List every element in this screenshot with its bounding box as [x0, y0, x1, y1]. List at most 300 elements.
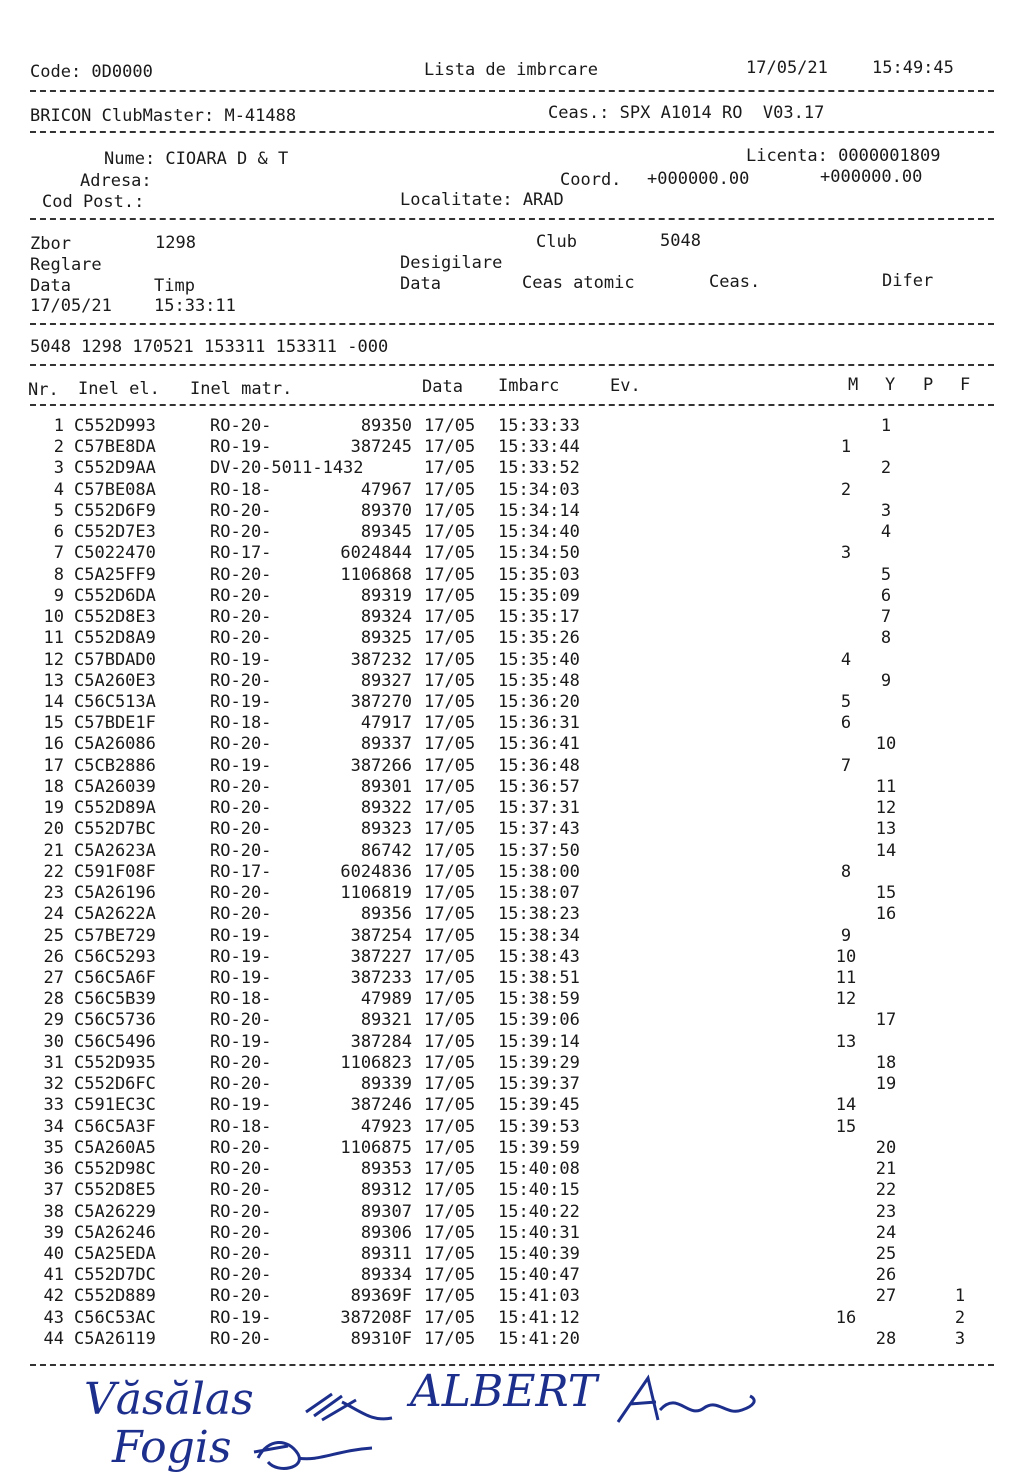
row-number: 16	[43, 734, 64, 754]
arrival-time: 15:35:26	[498, 628, 580, 648]
electronic-ring: C57BDAD0	[74, 650, 156, 670]
arrival-date: 17/05	[424, 1074, 476, 1094]
score-y: 12	[875, 798, 897, 818]
row-number: 12	[43, 650, 64, 670]
ring-prefix: RO-20-	[210, 501, 272, 521]
arrival-date: 17/05	[424, 628, 476, 648]
ring-prefix: RO-19-	[210, 1095, 272, 1115]
electronic-ring: C56C5496	[74, 1032, 156, 1052]
ring-prefix: RO-19-	[210, 1032, 272, 1052]
score-m: 3	[840, 543, 852, 563]
score-f: 2	[954, 1308, 966, 1328]
arrival-time: 15:33:33	[498, 416, 580, 436]
score-m: 15	[835, 1117, 857, 1137]
score-y: 13	[875, 819, 897, 839]
row-number: 29	[43, 1010, 64, 1030]
electronic-ring: C56C513A	[74, 692, 156, 712]
difference-label: Difer	[882, 271, 934, 291]
electronic-ring: C552D993	[74, 416, 156, 436]
ring-prefix: RO-20-	[210, 1244, 272, 1264]
row-number: 4	[53, 480, 64, 500]
electronic-ring: C5A26196	[74, 883, 156, 903]
electronic-ring: C57BE08A	[74, 480, 156, 500]
row-number: 39	[43, 1223, 64, 1243]
arrival-date: 17/05	[424, 1117, 476, 1137]
electronic-ring: C552D6F9	[74, 501, 156, 521]
row-number: 14	[43, 692, 64, 712]
score-y: 21	[875, 1159, 897, 1179]
arrival-time: 15:39:53	[498, 1117, 580, 1137]
ring-prefix: RO-20-	[210, 1223, 272, 1243]
ring-number: 89322	[360, 798, 412, 818]
ring-number: 89325	[360, 628, 412, 648]
arrival-date: 17/05	[424, 586, 476, 606]
row-number: 6	[53, 522, 64, 542]
electronic-ring: C552D7E3	[74, 522, 156, 542]
score-m: 14	[835, 1095, 857, 1115]
row-number: 17	[43, 756, 64, 776]
ring-number: 89307	[360, 1202, 412, 1222]
electronic-ring: C552D889	[74, 1286, 156, 1306]
col-imbarc: Imbarc	[498, 376, 560, 396]
row-number: 44	[43, 1329, 64, 1349]
row-number: 11	[43, 628, 64, 648]
row-number: 41	[43, 1265, 64, 1285]
ring-prefix: RO-18-	[210, 1117, 272, 1137]
arrival-time: 15:34:14	[498, 501, 580, 521]
ring-number: 89370	[360, 501, 412, 521]
ring-number: 89327	[360, 671, 412, 691]
ring-prefix: RO-20-	[210, 1074, 272, 1094]
row-number: 24	[43, 904, 64, 924]
col-inel-matr: Inel matr.	[190, 379, 293, 399]
data-label-2: Data	[400, 274, 441, 294]
score-y: 15	[875, 883, 897, 903]
electronic-ring: C591F08F	[74, 862, 156, 882]
ring-number: 47989	[360, 989, 412, 1009]
electronic-ring: C56C5293	[74, 947, 156, 967]
set-date: 17/05/21	[30, 296, 112, 316]
score-m: 1	[840, 437, 852, 457]
arrival-time: 15:34:03	[498, 480, 580, 500]
ring-prefix: RO-20-	[210, 671, 272, 691]
score-y: 8	[880, 628, 892, 648]
ring-number: 89339	[360, 1074, 412, 1094]
arrival-date: 17/05	[424, 1095, 476, 1115]
arrival-date: 17/05	[424, 713, 476, 733]
ring-number: 89324	[360, 607, 412, 627]
coord-value-2: +000000.00	[820, 167, 923, 187]
electronic-ring: C591EC3C	[74, 1095, 156, 1115]
score-y: 25	[875, 1244, 897, 1264]
handwritten-name-3: Fogis	[112, 1422, 232, 1473]
row-number: 43	[43, 1308, 64, 1328]
ring-prefix: RO-20-	[210, 904, 272, 924]
ring-prefix: RO-18-	[210, 480, 272, 500]
score-m: 8	[840, 862, 852, 882]
ring-number: 1106819	[340, 883, 412, 903]
electronic-ring: C56C5A3F	[74, 1117, 156, 1137]
ring-prefix: RO-18-	[210, 989, 272, 1009]
arrival-time: 15:37:50	[498, 841, 580, 861]
row-number: 35	[43, 1138, 64, 1158]
arrival-date: 17/05	[424, 1180, 476, 1200]
score-y: 14	[875, 841, 897, 861]
col-p: P	[923, 375, 934, 395]
arrival-time: 15:40:39	[498, 1244, 580, 1264]
postal-code-label: Cod Post.:	[42, 192, 145, 212]
ring-prefix: RO-20-	[210, 416, 272, 436]
device-info: BRICON ClubMaster: M-41488	[30, 106, 297, 126]
row-number: 5	[53, 501, 64, 521]
arrival-time: 15:40:08	[498, 1159, 580, 1179]
arrival-date: 17/05	[424, 862, 476, 882]
club-number: 5048	[660, 231, 701, 251]
arrival-date: 17/05	[424, 607, 476, 627]
arrival-time: 15:41:12	[498, 1308, 580, 1328]
arrival-time: 15:36:20	[498, 692, 580, 712]
score-f: 1	[954, 1286, 966, 1306]
row-number: 30	[43, 1032, 64, 1052]
ring-prefix: RO-20-	[210, 1159, 272, 1179]
score-y: 24	[875, 1223, 897, 1243]
arrival-time: 15:40:47	[498, 1265, 580, 1285]
ring-prefix: RO-20-	[210, 1053, 272, 1073]
license-number: Licenta: 0000001809	[746, 146, 941, 166]
electronic-ring: C5A26119	[74, 1329, 156, 1349]
score-m: 6	[840, 713, 852, 733]
arrival-time: 15:39:06	[498, 1010, 580, 1030]
separator	[30, 90, 994, 92]
arrival-date: 17/05	[424, 1308, 476, 1328]
arrival-time: 15:38:43	[498, 947, 580, 967]
arrival-time: 15:37:43	[498, 819, 580, 839]
score-y: 26	[875, 1265, 897, 1285]
electronic-ring: C5A2622A	[74, 904, 156, 924]
desigilare-label: Desigilare	[400, 253, 503, 273]
ring-prefix: RO-20-	[210, 1138, 272, 1158]
arrival-date: 17/05	[424, 650, 476, 670]
arrival-time: 15:33:44	[498, 437, 580, 457]
electronic-ring: C5A25FF9	[74, 565, 156, 585]
arrival-date: 17/05	[424, 968, 476, 988]
ring-prefix: RO-19-	[210, 756, 272, 776]
score-m: 13	[835, 1032, 857, 1052]
arrival-date: 17/05	[424, 989, 476, 1009]
arrival-date: 17/05	[424, 437, 476, 457]
score-y: 11	[875, 777, 897, 797]
atomic-clock-label: Ceas atomic	[522, 273, 635, 293]
ring-prefix: RO-19-	[210, 968, 272, 988]
score-y: 2	[880, 458, 892, 478]
ring-number: 89350	[360, 416, 412, 436]
ring-number: 89301	[360, 777, 412, 797]
electronic-ring: C56C5736	[74, 1010, 156, 1030]
arrival-date: 17/05	[424, 1329, 476, 1349]
ring-number: 387266	[350, 756, 412, 776]
score-m: 2	[840, 480, 852, 500]
ring-number: 89321	[360, 1010, 412, 1030]
arrival-time: 15:39:59	[498, 1138, 580, 1158]
arrival-time: 15:38:00	[498, 862, 580, 882]
row-number: 1	[53, 416, 64, 436]
ring-number: 387232	[350, 650, 412, 670]
arrival-time: 15:35:40	[498, 650, 580, 670]
electronic-ring: C552D6DA	[74, 586, 156, 606]
ring-prefix: RO-20-	[210, 883, 272, 903]
arrival-time: 15:36:48	[498, 756, 580, 776]
handwritten-name-1: Văsălas	[84, 1374, 254, 1425]
handwritten-initials	[248, 1428, 378, 1478]
ring-prefix: RO-20-	[210, 1202, 272, 1222]
ring-prefix: RO-18-	[210, 713, 272, 733]
row-number: 23	[43, 883, 64, 903]
col-y: Y	[885, 375, 896, 395]
ring-number: 387233	[350, 968, 412, 988]
arrival-time: 15:34:40	[498, 522, 580, 542]
arrival-date: 17/05	[424, 1010, 476, 1030]
electronic-ring: C5A26246	[74, 1223, 156, 1243]
row-number: 20	[43, 819, 64, 839]
score-y: 22	[875, 1180, 897, 1200]
ring-prefix: RO-20-	[210, 1010, 272, 1030]
electronic-ring: C5A260A5	[74, 1138, 156, 1158]
row-number: 34	[43, 1117, 64, 1137]
electronic-ring: C5A25EDA	[74, 1244, 156, 1264]
arrival-date: 17/05	[424, 777, 476, 797]
arrival-date: 17/05	[424, 1202, 476, 1222]
electronic-ring: C552D935	[74, 1053, 156, 1073]
row-number: 8	[53, 565, 64, 585]
ring-prefix: RO-19-	[210, 650, 272, 670]
separator	[30, 364, 994, 366]
col-f: F	[960, 375, 971, 395]
ring-prefix: RO-20-	[210, 1180, 272, 1200]
arrival-time: 15:40:31	[498, 1223, 580, 1243]
flight-code-line: 5048 1298 170521 153311 153311 -000	[30, 337, 389, 357]
row-number: 36	[43, 1159, 64, 1179]
arrival-date: 17/05	[424, 883, 476, 903]
score-y: 5	[880, 565, 892, 585]
ring-prefix: RO-20-	[210, 607, 272, 627]
separator	[30, 131, 994, 133]
ring-number: 89310F	[350, 1329, 412, 1349]
arrival-time: 15:36:57	[498, 777, 580, 797]
ring-prefix: RO-20-	[210, 1265, 272, 1285]
ring-prefix: RO-20-	[210, 841, 272, 861]
score-m: 9	[840, 926, 852, 946]
arrival-date: 17/05	[424, 926, 476, 946]
arrival-date: 17/05	[424, 543, 476, 563]
arrival-date: 17/05	[424, 501, 476, 521]
arrival-date: 17/05	[424, 480, 476, 500]
arrival-date: 17/05	[424, 1159, 476, 1179]
arrival-time: 15:35:48	[498, 671, 580, 691]
arrival-date: 17/05	[424, 671, 476, 691]
electronic-ring: C56C53AC	[74, 1308, 156, 1328]
electronic-ring: C552D8E5	[74, 1180, 156, 1200]
ring-number: 89356	[360, 904, 412, 924]
ring-number: 89345	[360, 522, 412, 542]
row-number: 27	[43, 968, 64, 988]
row-number: 15	[43, 713, 64, 733]
ring-number: 47917	[360, 713, 412, 733]
coord-label: Coord.	[560, 170, 622, 190]
ring-number: 89337	[360, 734, 412, 754]
arrival-date: 17/05	[424, 947, 476, 967]
arrival-time: 15:39:37	[498, 1074, 580, 1094]
arrival-time: 15:35:09	[498, 586, 580, 606]
arrival-date: 17/05	[424, 1053, 476, 1073]
arrival-date: 17/05	[424, 798, 476, 818]
arrival-time: 15:41:20	[498, 1329, 580, 1349]
electronic-ring: C5A26229	[74, 1202, 156, 1222]
ring-number: 89319	[360, 586, 412, 606]
col-nr: Nr.	[28, 380, 59, 400]
ring-number: 89311	[360, 1244, 412, 1264]
score-m: 12	[835, 989, 857, 1009]
ring-prefix: RO-20-	[210, 734, 272, 754]
ring-prefix: RO-17-	[210, 862, 272, 882]
row-number: 13	[43, 671, 64, 691]
score-y: 16	[875, 904, 897, 924]
score-y: 18	[875, 1053, 897, 1073]
electronic-ring: C56C5A6F	[74, 968, 156, 988]
score-y: 28	[875, 1329, 897, 1349]
ring-number: 89312	[360, 1180, 412, 1200]
code-label: Code: 0D0000	[30, 62, 153, 82]
electronic-ring: C552D7DC	[74, 1265, 156, 1285]
ring-number: 89334	[360, 1265, 412, 1285]
electronic-ring: C5A26086	[74, 734, 156, 754]
ring-number: 387246	[350, 1095, 412, 1115]
arrival-date: 17/05	[424, 1286, 476, 1306]
flight-label: Zbor	[30, 234, 71, 254]
row-number: 2	[53, 437, 64, 457]
clock-info: Ceas.: SPX A1014 RO V03.17	[548, 103, 825, 123]
arrival-date: 17/05	[424, 756, 476, 776]
col-m: M	[848, 375, 859, 395]
electronic-ring: C552D8A9	[74, 628, 156, 648]
document-title: Lista de imbrcare	[424, 60, 598, 80]
arrival-time: 15:39:29	[498, 1053, 580, 1073]
reglare-label: Reglare	[30, 255, 102, 275]
row-number: 31	[43, 1053, 64, 1073]
row-number: 32	[43, 1074, 64, 1094]
coord-value-1: +000000.00	[647, 169, 750, 189]
ring-number: 387254	[350, 926, 412, 946]
arrival-date: 17/05	[424, 565, 476, 585]
arrival-time: 15:40:15	[498, 1180, 580, 1200]
ring-prefix: RO-19-	[210, 1308, 272, 1328]
col-data: Data	[422, 377, 463, 397]
score-y: 7	[880, 607, 892, 627]
ring-prefix: RO-20-	[210, 628, 272, 648]
arrival-date: 17/05	[424, 734, 476, 754]
score-y: 20	[875, 1138, 897, 1158]
row-number: 3	[53, 458, 64, 478]
ring-number: 387270	[350, 692, 412, 712]
score-m: 7	[840, 756, 852, 776]
score-f: 3	[954, 1329, 966, 1349]
electronic-ring: C552D7BC	[74, 819, 156, 839]
arrival-date: 17/05	[424, 1138, 476, 1158]
row-number: 37	[43, 1180, 64, 1200]
ring-prefix: DV-20-5011-1432	[210, 458, 364, 478]
arrival-date: 17/05	[424, 841, 476, 861]
ring-prefix: RO-20-	[210, 777, 272, 797]
row-number: 19	[43, 798, 64, 818]
electronic-ring: C5A2623A	[74, 841, 156, 861]
row-number: 22	[43, 862, 64, 882]
ring-prefix: RO-20-	[210, 819, 272, 839]
ring-prefix: RO-20-	[210, 565, 272, 585]
data-label: Data	[30, 276, 71, 296]
arrival-time: 15:38:23	[498, 904, 580, 924]
arrival-date: 17/05	[424, 904, 476, 924]
handwritten-signature	[608, 1370, 768, 1430]
ring-number: 89353	[360, 1159, 412, 1179]
row-number: 25	[43, 926, 64, 946]
arrival-date: 17/05	[424, 819, 476, 839]
print-date: 17/05/21	[746, 58, 828, 78]
separator	[30, 323, 994, 325]
ring-prefix: RO-19-	[210, 437, 272, 457]
clock-label: Ceas.	[709, 272, 761, 292]
col-ev: Ev.	[610, 376, 641, 396]
electronic-ring: C57BE729	[74, 926, 156, 946]
ring-number: 387208F	[340, 1308, 412, 1328]
electronic-ring: C5022470	[74, 543, 156, 563]
ring-prefix: RO-20-	[210, 586, 272, 606]
ring-number: 6024844	[340, 543, 412, 563]
score-y: 1	[880, 416, 892, 436]
ring-number: 47967	[360, 480, 412, 500]
electronic-ring: C552D9AA	[74, 458, 156, 478]
set-time: 15:33:11	[154, 296, 236, 316]
ring-prefix: RO-20-	[210, 522, 272, 542]
separator	[30, 218, 994, 220]
ring-number: 387245	[350, 437, 412, 457]
electronic-ring: C552D8E3	[74, 607, 156, 627]
arrival-date: 17/05	[424, 1032, 476, 1052]
score-y: 23	[875, 1202, 897, 1222]
arrival-time: 15:38:07	[498, 883, 580, 903]
ring-prefix: RO-20-	[210, 1286, 272, 1306]
row-number: 42	[43, 1286, 64, 1306]
arrival-time: 15:38:59	[498, 989, 580, 1009]
ring-number: 387227	[350, 947, 412, 967]
ring-number: 1106823	[340, 1053, 412, 1073]
score-m: 16	[835, 1308, 857, 1328]
row-number: 7	[53, 543, 64, 563]
ring-prefix: RO-20-	[210, 798, 272, 818]
electronic-ring: C5CB2886	[74, 756, 156, 776]
electronic-ring: C5A26039	[74, 777, 156, 797]
ring-number: 1106868	[340, 565, 412, 585]
arrival-time: 15:38:51	[498, 968, 580, 988]
arrival-time: 15:36:41	[498, 734, 580, 754]
arrival-time: 15:39:14	[498, 1032, 580, 1052]
arrival-date: 17/05	[424, 416, 476, 436]
ring-number: 1106875	[340, 1138, 412, 1158]
arrival-time: 15:41:03	[498, 1286, 580, 1306]
electronic-ring: C552D98C	[74, 1159, 156, 1179]
score-y: 19	[875, 1074, 897, 1094]
timp-label: Timp	[154, 276, 195, 296]
arrival-time: 15:36:31	[498, 713, 580, 733]
row-number: 40	[43, 1244, 64, 1264]
